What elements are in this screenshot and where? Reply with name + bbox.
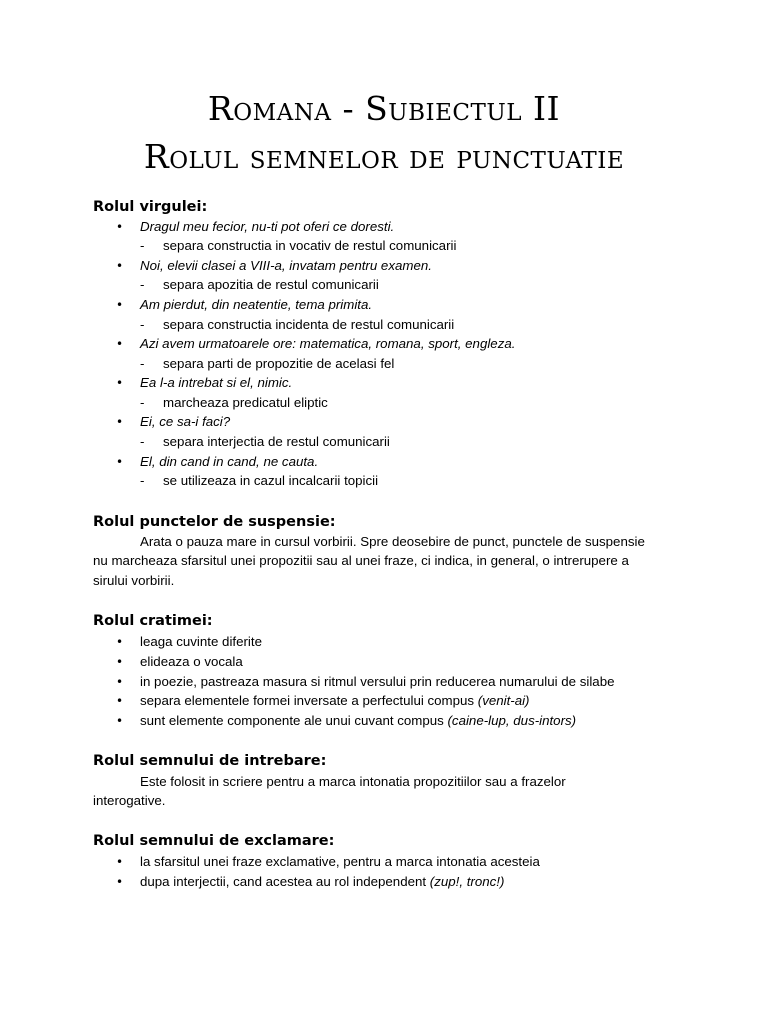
list-item: separa elementele formei inversate a perfectului compus (venit-ai)	[140, 693, 530, 708]
bullet-icon: •	[116, 376, 124, 390]
bullet-icon: •	[116, 298, 124, 312]
bullet-icon: •	[116, 714, 124, 728]
example-sentence: El, din cand in cand, ne cauta.	[140, 454, 319, 469]
example-explanation: separa parti de propozitie de acelasi fel	[163, 356, 395, 371]
dash-icon: -	[140, 238, 145, 253]
dash-icon: -	[140, 356, 145, 371]
list-item: sunt elemente componente ale unui cuvant compus (caine-lup, dus-intors)	[140, 713, 577, 728]
list-item: elideaza o vocala	[140, 654, 243, 669]
dash-icon: -	[140, 434, 145, 449]
bullet-icon: •	[116, 635, 124, 649]
example-explanation: separa constructia incidenta de restul comunicarii	[163, 317, 455, 332]
section-heading-virgula: Rolul virgulei:	[93, 199, 208, 215]
bullet-icon: •	[116, 675, 124, 689]
document-title-line-1: Romana - Subiectul II	[207, 89, 561, 128]
bullet-icon: •	[116, 220, 124, 234]
bullet-icon: •	[116, 337, 124, 351]
paragraph-line: Arata o pauza mare in cursul vorbirii. Spre deosebire de punct, punctele de suspensie	[140, 534, 645, 549]
inline-example: (zup!, tronc!)	[429, 874, 505, 889]
bullet-icon: •	[116, 415, 124, 429]
example-sentence: Ea l-a intrebat si el, nimic.	[140, 375, 293, 390]
inline-example: (caine-lup, dus-intors)	[447, 713, 577, 728]
list-item: la sfarsitul unei fraze exclamative, pentru a marca intonatia acesteia	[140, 854, 540, 869]
dash-icon: -	[140, 395, 145, 410]
list-item: dupa interjectii, cand acestea au rol independent (zup!, tronc!)	[140, 874, 505, 889]
example-explanation: marcheaza predicatul eliptic	[163, 395, 328, 410]
section-heading-cratima: Rolul cratimei:	[93, 613, 213, 629]
bullet-icon: •	[116, 694, 124, 708]
bullet-icon: •	[116, 259, 124, 273]
example-explanation: se utilizeaza in cazul incalcarii topicii	[163, 473, 379, 488]
example-sentence: Noi, elevii clasei a VIII-a, invatam pentru examen.	[140, 258, 432, 273]
example-sentence: Am pierdut, din neatentie, tema primita.	[140, 297, 373, 312]
list-item: in poezie, pastreaza masura si ritmul versului prin reducerea numarului de silabe	[140, 674, 615, 689]
section-heading-suspensie: Rolul punctelor de suspensie:	[93, 514, 336, 530]
example-sentence: Azi avem urmatoarele ore: matematica, romana, sport, engleza.	[140, 336, 516, 351]
dash-icon: -	[140, 317, 145, 332]
section-heading-exclamare: Rolul semnului de exclamare:	[93, 833, 335, 849]
bullet-icon: •	[116, 875, 124, 889]
list-item: leaga cuvinte diferite	[140, 634, 262, 649]
paragraph-line: nu marcheaza sfarsitul unei propozitii sau al unei fraze, ci indica, in general, o intrerupere a	[93, 553, 629, 568]
dash-icon: -	[140, 277, 145, 292]
example-explanation: separa interjectia de restul comunicarii	[163, 434, 390, 449]
example-explanation: separa constructia in vocativ de restul comunicarii	[163, 238, 457, 253]
bullet-icon: •	[116, 455, 124, 469]
document-title-line-2: Rolul semnelor de punctuatie	[143, 137, 625, 176]
example-explanation: separa apozitia de restul comunicarii	[163, 277, 379, 292]
dash-icon: -	[140, 473, 145, 488]
paragraph-line: Este folosit in scriere pentru a marca intonatia propozitiilor sau a frazelor	[140, 774, 566, 789]
paragraph-line: sirului vorbirii.	[93, 573, 175, 588]
inline-example: (venit-ai)	[477, 693, 530, 708]
section-heading-intrebare: Rolul semnului de intrebare:	[93, 753, 327, 769]
bullet-icon: •	[116, 655, 124, 669]
example-sentence: Ei, ce sa-i faci?	[140, 414, 231, 429]
example-sentence: Dragul meu fecior, nu-ti pot oferi ce doresti.	[140, 219, 395, 234]
paragraph-line: interogative.	[93, 793, 166, 808]
bullet-icon: •	[116, 855, 124, 869]
